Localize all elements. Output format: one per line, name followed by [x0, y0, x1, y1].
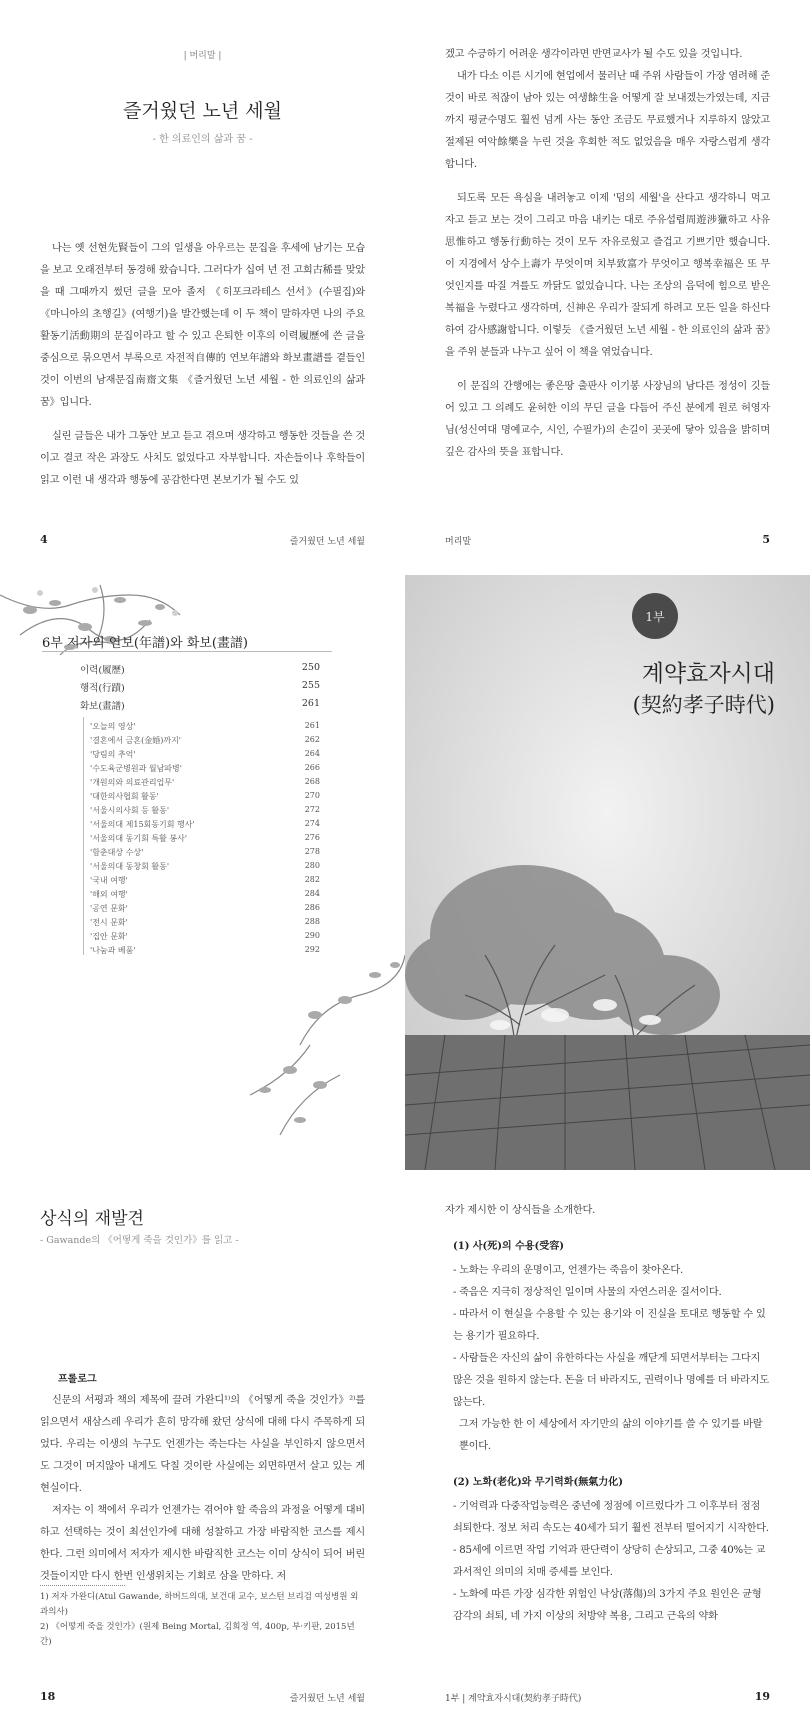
- toc-item[interactable]: [80, 698, 320, 712]
- footnote: 1) 저자 가완디(Atul Gawande, 하버드의대, 보건대 교수, 보스턴 브리검 여성병원 외과의사): [40, 1592, 359, 1617]
- running-head: 즐거웠던 노년 세월: [289, 537, 365, 547]
- essay-body: [40, 1390, 365, 1588]
- paragraph: 나는 옛 선현先賢들이 그의 일생을 아우르는 문집을 후세에 남기는 모습을 보고 오래전부터 동경해 왔습니다. 그러다가 십여 년 전 고희古稀를 맞았을 때 그때까지 썼던 글을 모아 졸저 《히포크라테스 선서》(수필집)와 《마니아의 초행길》(여행기)을 발간했는데 이 두 책이 말하자면 나의 주요 활동기活動期의 문집이라고 할 수 있고 은퇴한 이후의 이력履歷에 쓴 글을 중심으로 묶으면서 부록으로 자전적自傳的 연보年譜와 화보畫譜를 곁들인 것이 이번의 남재문집南齋文集 《즐거웠던 노년 세월 - 한 의료인의 삶과 꿈》입니다.: [40, 243, 365, 408]
- folio-number: 4: [40, 533, 48, 546]
- toc-sublabel: '해외 여행': [90, 890, 128, 899]
- paragraph: 실린 글들은 내가 그동안 보고 듣고 겪으며 생각하고 행동한 것들을 쓴 것이고 결코 작은 과장도 사치도 없었다고 자부합니다. 자손들이나 후학들이 읽고 이런 내 생각과 행동에 공감한다면 본보기가 될 수도 있: [40, 431, 366, 486]
- toc-sublabel: '서울의대 제15회동기회 행사': [90, 820, 195, 829]
- running-head: 머리말: [445, 537, 472, 547]
- toc-page: 276: [304, 833, 320, 842]
- toc-sublabel: '함춘대상 수상': [90, 848, 144, 857]
- page-18: [0, 1170, 405, 1725]
- toc-sublabel: '결혼에서 금혼(金婚)까지': [90, 736, 182, 745]
- paragraph: 신문의 서평과 책의 제목에 끌려 가완디¹⁾의 《어떻게 죽을 것인가》²⁾를 읽으면서 새삼스레 우리가 흔히 망각해 왔던 상식에 대해 다시 주목하게 되었다. 우리는 이생의 누구도 언젠가는 죽는다는 사실을 부인하지 않으면서도 그것이 머지않아 내게도 닥칠 것이란 사실에는 외면하면서 살고 있는 게 현실이다.: [40, 1395, 365, 1494]
- toc-page: 262: [304, 735, 320, 744]
- toc-subitem[interactable]: [90, 819, 320, 830]
- toc-page: 290: [304, 931, 320, 940]
- folio-number: 18: [40, 1690, 56, 1703]
- toc-sublabel: '공연 문화': [90, 904, 128, 913]
- toc-subitem[interactable]: [90, 847, 320, 858]
- footnotes: [40, 1590, 365, 1650]
- chapter-subtitle: - 한 의료인의 삶과 꿈 -: [152, 134, 253, 145]
- toc-page: 255: [301, 680, 320, 691]
- toc-page: 261: [301, 698, 320, 709]
- spread-essay: [0, 1170, 810, 1725]
- toc-sublabel: '서울시의사회 등 활동': [90, 806, 170, 815]
- toc-subitem[interactable]: [90, 721, 320, 732]
- toc-sublabel: '개원의와 의료관리업무': [90, 778, 175, 787]
- toc-label: 화보(畫譜): [80, 701, 125, 712]
- toc-subitem[interactable]: [90, 763, 320, 774]
- toc-sublabel: '당림의 추억': [90, 750, 136, 759]
- section-heading: (1) 사(死)의 수용(受容): [453, 1241, 564, 1252]
- chapter-title: 즐거웠던 노년 세월: [123, 100, 282, 122]
- toc-subitem[interactable]: [90, 805, 320, 816]
- list-item: - 85세에 이르면 작업 기억과 판단력이 상당히 손상되고, 그중 40%는 교과서적인 의미의 치매 증세를 보인다.: [453, 1545, 766, 1578]
- toc-page: 282: [304, 875, 320, 884]
- toc-subitem[interactable]: [90, 945, 320, 956]
- toc-subitem[interactable]: [90, 861, 320, 872]
- preface-body-cont: [445, 44, 770, 464]
- toc-vertical-rule: [83, 717, 84, 955]
- page-4: [0, 0, 405, 575]
- running-head: 1부 | 계약효자시대(契約孝子時代): [445, 1694, 582, 1704]
- toc-page: 272: [304, 805, 320, 814]
- toc-subitem[interactable]: [90, 777, 320, 788]
- toc-sublabel: '오늘의 영상': [90, 722, 136, 731]
- toc-sublabel: '국내 여행': [90, 876, 128, 885]
- toc-sublabel: '서울의대 동기회 특활 봉사': [90, 834, 188, 843]
- paragraph: 내가 다소 이른 시기에 현업에서 물러난 때 주위 사람들이 가장 염려해 준 것이 바로 적잖이 남아 있는 여생餘生을 어떻게 잘 보내겠는가였는데, 지금까지 평균수명도 훨씬 넘게 사는 동안 조금도 무료했거나 지루하지 않았고 절제된 여악餘樂을 누린 것을 후회한 적도 없었음을 매우 자랑스럽게 생각합니다.: [445, 71, 771, 170]
- toc-subitem[interactable]: [90, 791, 320, 802]
- spread-preface: [0, 0, 810, 575]
- divider: [42, 651, 332, 652]
- toc-page: 266: [304, 763, 320, 772]
- folio-number: 5: [762, 533, 770, 546]
- contents-page: [0, 575, 405, 1170]
- toc-sublabel: '수도육군병원과 월남파병': [90, 764, 182, 773]
- footnote-rule: [40, 1585, 125, 1586]
- toc-page: 268: [304, 777, 320, 786]
- essay-body-cont: [445, 1200, 770, 1628]
- toc-subitem[interactable]: [90, 931, 320, 942]
- toc-page: 250: [301, 662, 320, 673]
- toc-page: 261: [304, 721, 320, 730]
- part-name: 계약효자시대: [641, 661, 775, 687]
- toc-page: 264: [304, 749, 320, 758]
- section-heading: 프롤로그: [58, 1374, 97, 1385]
- toc-label: 행적(行蹟): [80, 683, 125, 694]
- list-item: - 따라서 이 현실을 수용할 수 있는 용기와 이 진실을 토대로 행동할 수 있는 용기가 필요하다.: [453, 1309, 766, 1342]
- toc-sublabel: '집안 문화': [90, 932, 128, 941]
- list-item: - 죽음은 지극히 정상적인 일이며 사물의 자연스러운 질서이다.: [453, 1287, 722, 1298]
- paragraph: 이 문집의 간행에는 좋은땅 출판사 이기봉 사장님의 남다른 정성이 깃들어 있고 그 의례도 윤허한 이의 무딘 글을 다듬어 주신 분에게 원로 허영자 님(성신여대 명예교수, 시인, 수필가)의 손길이 곳곳에 닿아 있음을 밝히며 깊은 감사의 뜻을 표합니다.: [445, 381, 770, 458]
- toc-item[interactable]: [80, 680, 320, 694]
- toc-page: 292: [304, 945, 320, 954]
- list-item: - 기억력과 다중작업능력은 중년에 정점에 이르렀다가 그 이후부터 점점 쇠퇴한다. 정보 처리 속도는 40세가 되기 훨씬 전부터 떨어지기 시작한다.: [453, 1501, 769, 1534]
- toc-page: 270: [304, 791, 320, 800]
- folio-number: 19: [754, 1690, 770, 1703]
- list-item: - 노화에 따른 가장 심각한 위험인 낙상(落傷)의 3가지 주요 원인은 균형감각의 쇠퇴, 네 가지 이상의 처방약 복용, 그리고 근육의 약화: [453, 1589, 762, 1622]
- toc-subitem[interactable]: [90, 917, 320, 928]
- list-item: 그저 가능한 한 이 세상에서 자기만의 삶의 이야기를 쓸 수 있기를 바랄 뿐이다.: [459, 1419, 763, 1452]
- part-opener-page: [405, 575, 810, 1170]
- toc-subitem[interactable]: [90, 833, 320, 844]
- list-item: - 노화는 우리의 운명이고, 언젠가는 죽음이 찾아온다.: [453, 1265, 684, 1276]
- toc-sublabel: '전시 문화': [90, 918, 128, 927]
- list-item: - 사람들은 자신의 삶이 유한하다는 사실을 깨닫게 되면서부터는 그다지 많은 것을 원하지 않는다. 돈을 더 바라지도, 권력이나 명예를 더 바라지도 않는다.: [453, 1353, 770, 1408]
- toc-page: 280: [304, 861, 320, 870]
- toc-subitem[interactable]: [90, 749, 320, 760]
- toc-sublabel: '대한의사협회 활동': [90, 792, 159, 801]
- page-5: [405, 0, 810, 575]
- running-head: 즐거웠던 노년 세월: [289, 1694, 365, 1704]
- toc-page: 274: [304, 819, 320, 828]
- toc-item[interactable]: [80, 662, 320, 676]
- paragraph: 되도록 모든 욕심을 내려놓고 이제 '덤의 세월'을 산다고 생각하니 먹고 자고 듣고 보는 것이 그리고 마음 내키는 대로 주유섭렵周遊涉獵하고 사유思惟하고 행동行動하는 것이 모두 자유로웠고 즐겁고 기쁘기만 했습니다. 이 지경에서 상수上壽가 무엇이며 치부致富가 무엇이고 행복幸福은 또 무엇인지를 따질 겨를도 까닭도 없었습니다. 나는 조상의 음덕에 힘으로 받은 복福을 누렸다고 생각하며, 신神은 우리가 잘되게 하려고 모든 일을 하신다 하여 감사感謝합니다. 이렇듯 《즐거웠던 노년 세월 - 한 의료인의 삶과 꿈》을 주위 분들과 나누고 싶어 이 책을 엮었습니다.: [445, 193, 770, 358]
- toc-subitem[interactable]: [90, 903, 320, 914]
- toc-subitem[interactable]: [90, 875, 320, 886]
- paragraph: 자가 제시한 이 상식들을 소개한다.: [445, 1205, 596, 1216]
- toc-page: 288: [304, 917, 320, 926]
- footnote: 2) 《어떻게 죽을 것인가》(원제 Being Mortal, 김희정 역, 400p, 부·키판, 2015년 간): [40, 1622, 355, 1647]
- toc-page: 286: [304, 903, 320, 912]
- part-title: 6부 저자의 연보(年譜)와 화보(畫譜): [42, 636, 248, 651]
- part-number-badge: 1부: [632, 593, 678, 639]
- paragraph: 저자는 이 책에서 우리가 언젠가는 겪어야 할 죽음의 과정을 어떻게 대비하고 선택하는 것이 최선인가에 대해 성찰하고 가장 바람직한 코스를 제시한다. 그런 의미에서 저자가 제시한 바람직한 코스는 이미 상식이 되어 버린 것들이지만 다시 한번 인생위치는 기회로 삼을 만하다. 저: [40, 1505, 365, 1582]
- toc-page: 284: [304, 889, 320, 898]
- spread-contents: [0, 575, 810, 1170]
- toc-page: 278: [304, 847, 320, 856]
- toc-sublabel: '서울의대 동창회 활동': [90, 862, 170, 871]
- page-19: [405, 1170, 810, 1725]
- paragraph: 겠고 수긍하기 어려운 생각이라면 반면교사가 될 수도 있을 것입니다.: [445, 49, 743, 60]
- part-hanja: (契約孝子時代): [632, 693, 775, 717]
- essay-subtitle: - Gawande의 《어떻게 죽을 것인가》를 읽고 -: [40, 1235, 239, 1246]
- section-heading: (2) 노화(老化)와 무기력화(無氣力化): [453, 1477, 623, 1488]
- preface-body: [40, 238, 365, 492]
- toc-subitem[interactable]: [90, 735, 320, 746]
- toc-sublabel: '나눔과 베품': [90, 946, 136, 955]
- toc-subitem[interactable]: [90, 889, 320, 900]
- toc-label: 이력(履歷): [80, 665, 125, 676]
- chapter-tag: | 머리말 |: [183, 51, 222, 61]
- essay-title: 상식의 재발견: [40, 1209, 144, 1229]
